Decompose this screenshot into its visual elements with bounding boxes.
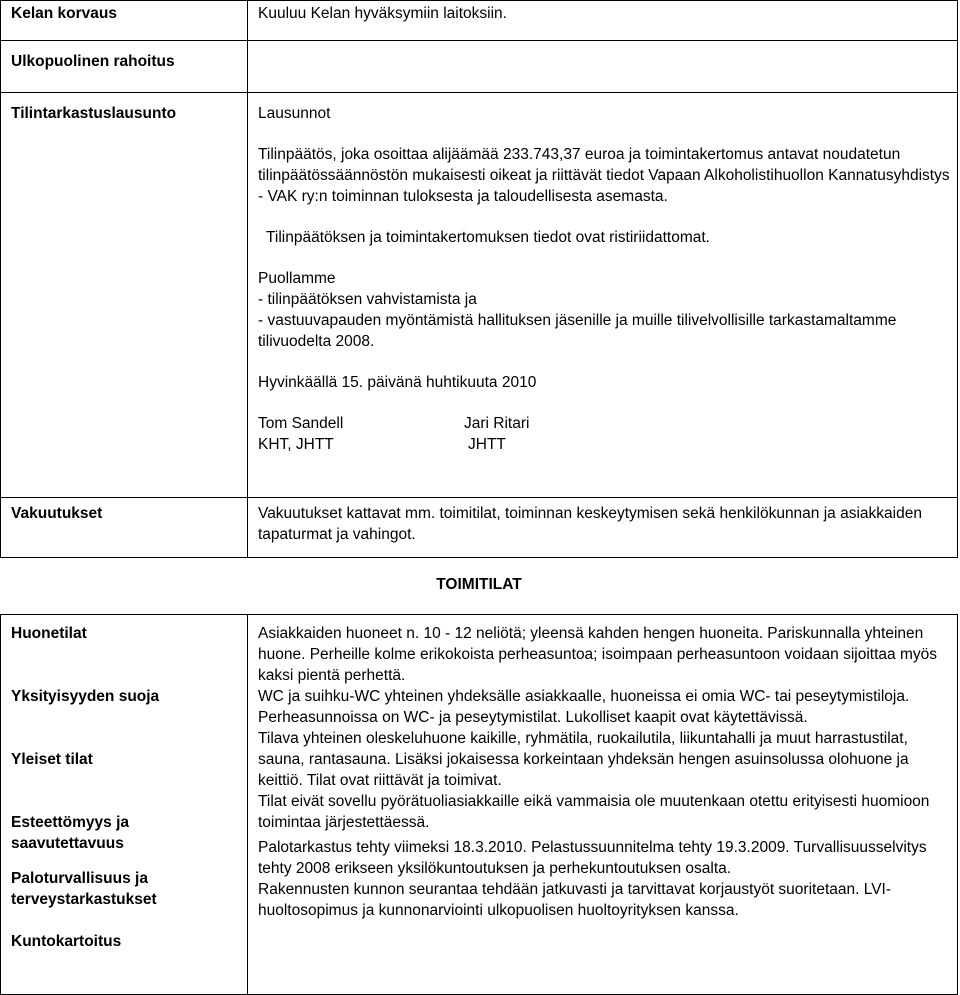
row-value: Vakuutukset kattavat mm. toimitilat, toiminnan keskeytymisen sekä henkilökunnan ja asiakkaiden tapaturmat ja vahingot.: [248, 498, 958, 558]
table-row: [1, 41, 958, 93]
facility-text: Tilat eivät sovellu pyörätuoliasiakkaille eikä vammaisia ole muutenkaan otettu erityisesti huomioon toimintaa järjestettäessä.: [258, 793, 930, 831]
row-value: Kuuluu Kelan hyväksymiin laitoksiin.: [248, 1, 958, 41]
row-label: Ulkopuolinen rahoitus: [1, 41, 248, 93]
audit-paragraph: Tilinpäätöksen ja toimintakertomuksen tiedot ovat ristiriidattomat.: [266, 229, 710, 246]
audit-item: - tilinpäätöksen vahvistamista ja: [258, 291, 477, 308]
audit-heading: Lausunnot: [258, 105, 331, 122]
row-label: Kelan korvaus: [1, 1, 248, 41]
row-label: Vakuutukset: [1, 498, 248, 558]
facility-label: Esteettömyys ja saavutettavuus: [11, 814, 130, 852]
audit-item: - vastuuvapauden myöntämistä hallituksen jäsenille ja muille tilivelvollisille tarkastamaltamme tilivuodelta 2008.: [258, 312, 897, 350]
audit-proposal: Puollamme: [258, 270, 336, 287]
facility-label: Kuntokartoitus: [11, 933, 122, 950]
signer-name: Jari Ritari: [464, 415, 530, 432]
audit-statement: [248, 93, 958, 498]
facility-text: Tilava yhteinen oleskeluhuone kaikille, ryhmätila, ruokailutila, liikuntahalli ja muut harrastustilat, sauna, rantasauna. Lisäksi jokaisessa korkeintaan yhdeksän hengen asuinsolussa olohuone ja keittiö. Tilat ovat riittävät ja toimivat.: [258, 730, 909, 789]
facility-text: Rakennusten kunnon seurantaa tehdään jatkuvasti ja tarvittavat korjaustyöt suoritetaan. LVI-huoltosopimus ja kunnonarviointi ulkopuolisen huoltoyrityksen kanssa.: [258, 881, 892, 919]
signatures: [258, 413, 951, 455]
table-row: [1, 615, 958, 995]
facility-label: Huonetilat: [11, 625, 87, 642]
facility-text: Asiakkaiden huoneet n. 10 - 12 neliötä; yleensä kahden hengen huoneita. Pariskunnalla yhteinen huone. Perheille kolme erikokoista perheasuntoa; isoimpaan perheasuntoon voidaan sijoittaa myös kaksi pientä perhettä.: [258, 625, 937, 684]
row-label: Tilintarkastuslausunto: [1, 93, 248, 498]
place-date: Hyvinkäällä 15. päivänä huhtikuuta 2010: [258, 374, 537, 391]
facility-label: Yleiset tilat: [11, 751, 93, 768]
section-heading: TOIMITILAT: [436, 576, 522, 593]
signer-name: Tom Sandell: [258, 415, 344, 432]
table-row: [1, 1, 958, 41]
facilities-table: [0, 614, 958, 995]
audit-paragraph: Tilinpäätös, joka osoittaa alijäämää 233.743,37 euroa ja toimintakertomus antavat noudatetun tilinpäätössäännöstön mukaisesti oikeat ja riittävät tiedot Vapaan Alkoholistihuollon Kannatusyhdistys - VAK ry:n toiminnan tuloksesta ja taloudellisesta asemasta.: [258, 146, 950, 205]
facility-label: Paloturvallisuus ja terveystarkastukset: [11, 870, 157, 908]
facility-text: WC ja suihku-WC yhteinen yhdeksälle asiakkaalle, huoneissa ei omia WC- tai peseytymistiloja. Perheasunnoissa on WC- ja peseytymistilat. Lukolliset kaapit ovat käytettävissä.: [258, 688, 910, 726]
signer-title: JHTT: [468, 436, 506, 453]
table-row: [1, 498, 958, 558]
facility-label: Yksityisyyden suoja: [11, 688, 160, 705]
facility-labels: [1, 615, 248, 995]
row-value: [248, 41, 958, 93]
table-row: [1, 93, 958, 498]
signer-title: KHT, JHTT: [258, 436, 334, 453]
facility-text: Palotarkastus tehty viimeksi 18.3.2010. Pelastussuunnitelma tehty 19.3.2009. Turvallisuusselvitys tehty 2008 erikseen yksilökuntoutuksen ja perhekuntoutuksen osalta.: [258, 839, 927, 877]
facility-texts: [248, 615, 958, 995]
